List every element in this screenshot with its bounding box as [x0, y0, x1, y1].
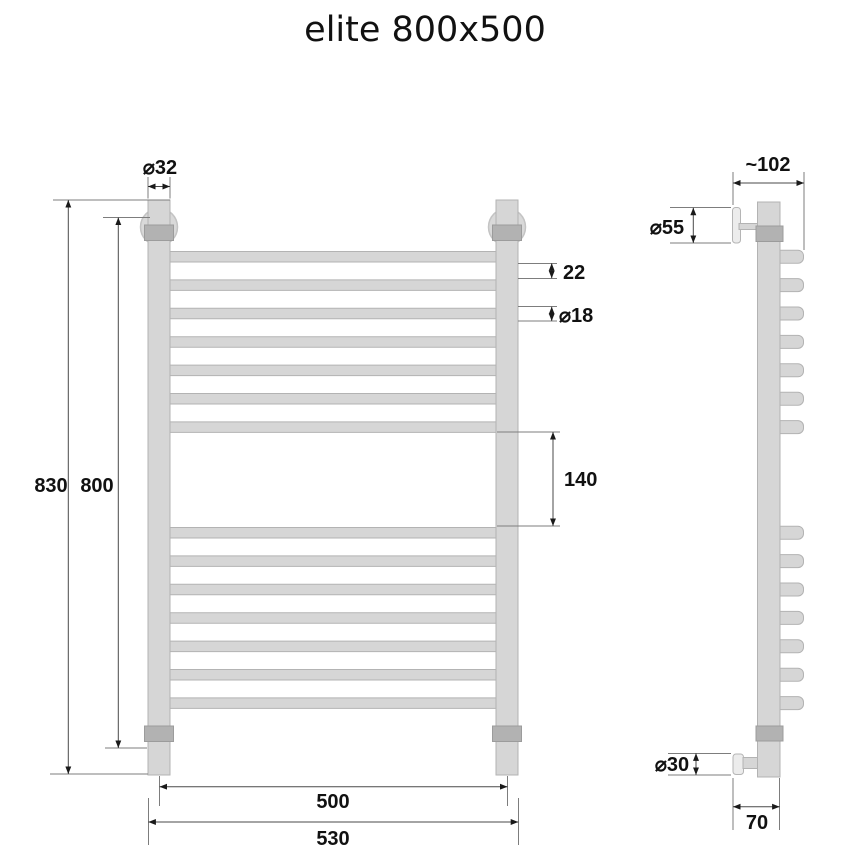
label-depth: ~102: [745, 154, 791, 176]
front-right-top-collar: [493, 225, 522, 241]
label-post-diameter: ⌀32: [142, 157, 178, 179]
front-rung: [168, 670, 498, 681]
front-rung: [168, 337, 498, 348]
front-left-bottom-collar: [145, 726, 174, 742]
front-right-post: [496, 200, 518, 775]
label-overall-width: 530: [316, 828, 350, 850]
front-rung: [168, 556, 498, 567]
drawing-title: elite 800x500: [304, 10, 546, 50]
front-left-post: [148, 200, 170, 775]
side-bottom-valve-arm: [743, 758, 758, 769]
label-axis-width: 500: [316, 791, 350, 813]
label-middle-gap: 140: [564, 469, 598, 491]
front-rung: [168, 528, 498, 539]
side-post: [758, 202, 781, 777]
front-rung: [168, 365, 498, 376]
front-rungs: [168, 252, 498, 709]
front-rung: [168, 641, 498, 652]
side-top-collar: [756, 226, 783, 242]
front-rung: [168, 394, 498, 405]
front-right-bottom-collar: [493, 726, 522, 742]
front-rung: [168, 584, 498, 595]
front-left-top-collar: [145, 225, 174, 241]
label-rung-diameter: ⌀18: [559, 305, 594, 327]
label-valve-diameter: ⌀30: [654, 754, 690, 776]
front-view: [141, 200, 526, 775]
side-top-bracket-arm: [739, 224, 758, 230]
front-rung: [168, 252, 498, 263]
label-overall-height: 830: [34, 475, 68, 497]
front-rung: [168, 613, 498, 624]
label-rung-gap: 22: [563, 262, 586, 284]
side-view: [733, 202, 804, 777]
label-bracket-diameter: ⌀55: [649, 217, 685, 239]
side-bottom-collar: [756, 726, 783, 741]
front-rung: [168, 280, 498, 291]
label-bottom-offset: 70: [745, 812, 769, 834]
front-rung: [168, 308, 498, 319]
label-axis-height: 800: [80, 475, 114, 497]
front-rung: [168, 422, 498, 433]
side-bottom-wall-plate: [733, 754, 744, 775]
front-rung: [168, 698, 498, 709]
